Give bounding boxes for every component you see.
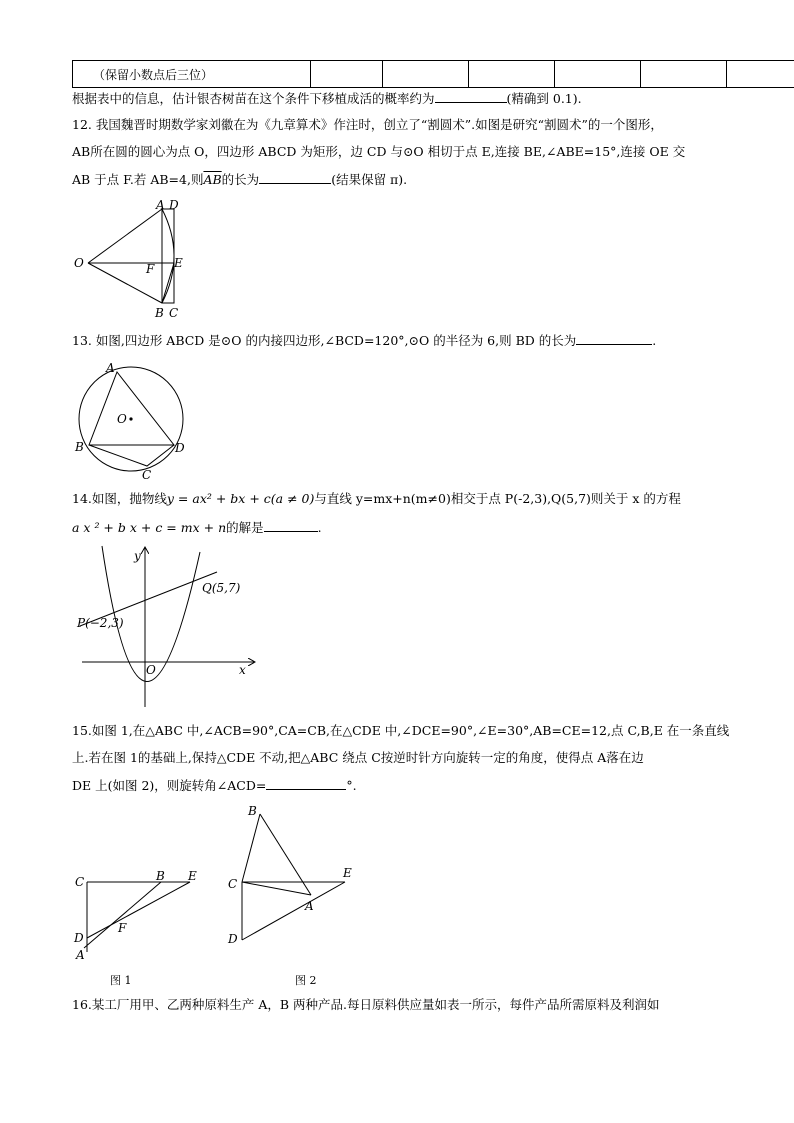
table-cell (469, 61, 555, 88)
label-d: D (169, 198, 179, 212)
q14-figure (72, 542, 262, 712)
table-row (73, 61, 794, 88)
parabola-equation: y = ax² + bx + c(a ≠ 0) (166, 491, 315, 506)
label-c: C (75, 875, 85, 889)
label-f: F (118, 921, 127, 935)
figure-2-caption: 图 2 (295, 974, 317, 987)
q15-line3 (72, 777, 722, 794)
q13-line (72, 332, 722, 349)
label-d: D (175, 441, 185, 455)
label-a: A (305, 899, 314, 913)
table-cell (555, 61, 641, 88)
label-d: D (228, 932, 238, 946)
answer-blank (259, 171, 331, 184)
table-cell (383, 61, 469, 88)
label-e: E (174, 256, 183, 270)
table-cell (641, 61, 727, 88)
q12-line1: 12. 我国魏晋时期数学家刘徽在为《九章算术》作注时，创立了“割圆术”.如图是研究“割圆术”的一个图形， (72, 117, 663, 132)
q15-text: DE 上(如图 2)，则旋转角∠ACD= (72, 778, 267, 793)
intro-text: 根据表中的信息，估计银杏树苗在这个条件下移植成活的概率约为 (72, 91, 435, 106)
label-a: A (156, 198, 165, 212)
q14-line2 (72, 519, 722, 536)
label-f: F (146, 262, 155, 276)
label-e: E (188, 869, 197, 883)
label-a: A (106, 361, 115, 375)
label-b: B (248, 804, 257, 818)
arc-ab: $\overline{AB}$ (203, 172, 222, 187)
label-e: E (343, 866, 352, 880)
q12-line2: AB所在圆的圆心为点 O，四边形 ABCD 为矩形，边 CD 与⊙O 相切于点 E,连接 BE,∠ABE=15°,连接 OE 交 (72, 144, 686, 159)
q16-line1: 16.某工厂用甲、乙两种原料生产 A，B 两种产品.每日原料供应量如表一所示，每件产品所需原料及利润如 (72, 997, 660, 1012)
table-row-label: （保留小数点后三位） (73, 61, 311, 88)
label-point-q: Q(5,7) (202, 581, 241, 595)
q12-figure (70, 195, 190, 325)
answer-blank (576, 332, 652, 345)
label-point-p: P(−2,3) (77, 616, 124, 630)
q14-text: 与直线 y=mx+n(m≠0)相交于点 P(-2,3),Q(5,7)则关于 x 的方程 (314, 491, 681, 506)
q15-line2: 上.若在图 1的基础上,保持△CDE 不动,把△ABC 绕点 C按逆时针方向旋转一定的角度，使得点 A落在边 (72, 750, 644, 765)
table-cell (311, 61, 383, 88)
q13-text: 13. 如图,四边形 ABCD 是⊙O 的内接四边形,∠BCD=120°,⊙O 的半径为 6,则 BD 的长为 (72, 333, 577, 348)
label-x: x (239, 663, 246, 677)
q15-figure-1 (70, 862, 210, 967)
label-b: B (75, 440, 84, 454)
q14-line1 (72, 491, 722, 507)
q15-figure-2 (225, 800, 365, 950)
answer-blank (264, 519, 318, 532)
figure-1-caption: 图 1 (110, 974, 132, 987)
q14-text: . (317, 520, 322, 535)
data-table-row (72, 60, 794, 88)
q15-line1: 15.如图 1,在△ABC 中,∠ACB=90°,CA=CB,在△CDE 中,∠DCE=90°,∠E=30°,AB=CE=12,点 C,B,E 在一条直线 (72, 723, 730, 738)
label-b: B (156, 869, 165, 883)
label-o: O (74, 256, 84, 270)
label-a: A (76, 948, 85, 962)
answer-blank (435, 90, 507, 103)
q12-line3 (72, 171, 722, 188)
q12-text: (结果保留 π). (331, 172, 408, 187)
q12-text: 的长为 (221, 172, 260, 187)
label-b: B (155, 306, 164, 320)
label-c: C (169, 306, 179, 320)
equation: a x ² + b x + c = mx + n (72, 520, 227, 535)
label-y: y (134, 549, 141, 563)
q13-text: . (652, 333, 657, 348)
q12-text: AB 于点 F.若 AB=4,则 (72, 172, 204, 187)
table-cell (727, 61, 794, 88)
q14-text: 14.如图，抛物线 (72, 491, 167, 506)
label-d: D (74, 931, 84, 945)
answer-blank (266, 777, 346, 790)
q13-figure (70, 355, 195, 485)
q15-text: °. (346, 778, 357, 793)
label-origin: O (146, 663, 156, 677)
label-c: C (142, 468, 152, 482)
label-c: C (228, 877, 238, 891)
q14-text: 的解是 (226, 520, 264, 535)
intro-suffix: (精确到 0.1). (506, 91, 582, 106)
intro-line (72, 90, 722, 107)
label-o: O (117, 412, 127, 426)
